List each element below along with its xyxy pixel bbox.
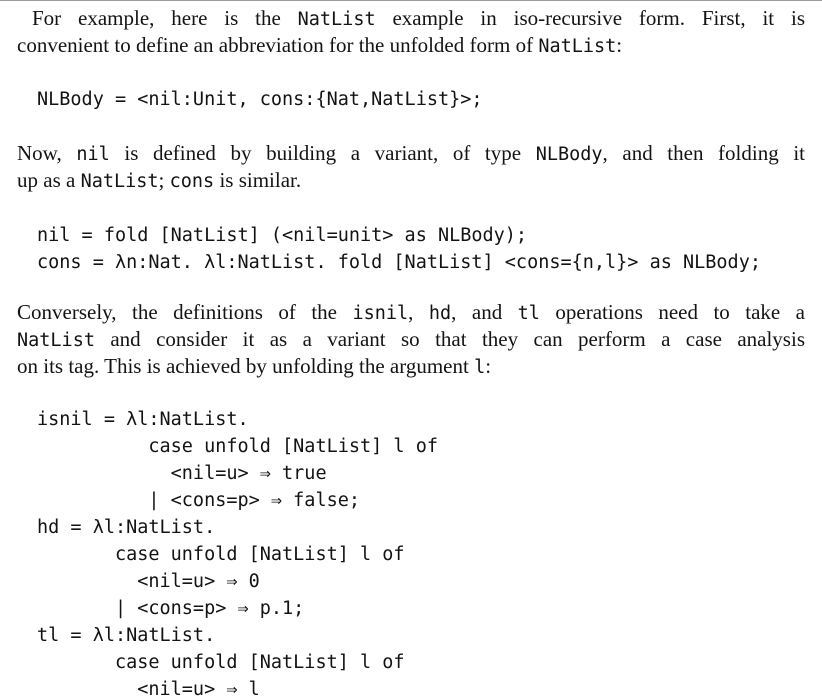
inline-code: NatList — [297, 9, 376, 30]
code-line: isnil = λl:NatList. — [37, 409, 249, 430]
paragraph — [17, 299, 805, 380]
text-line — [17, 353, 805, 380]
text-line — [17, 326, 805, 353]
text-segment: , and — [451, 300, 518, 324]
code-line: cons = λn:Nat. λl:NatList. fold [NatList] <cons={n,l}> as NLBody; — [37, 252, 761, 273]
text-segment: up as a — [17, 168, 81, 192]
code-line: | <cons=p> ⇒ p.1; — [37, 598, 305, 619]
code-line: <nil=u> ⇒ 0 — [37, 571, 260, 592]
text-segment: example in iso-recursive form. First, it is — [375, 6, 805, 30]
inline-code: NatList — [17, 330, 95, 351]
text-segment: Now, — [17, 141, 77, 165]
text-segment: : — [616, 33, 623, 57]
code-line: case unfold [NatList] l of — [37, 436, 438, 457]
code-block — [17, 406, 805, 698]
code-line: <nil=u> ⇒ l — [37, 679, 260, 698]
text-segment: is similar. — [214, 168, 302, 192]
text-segment: , — [408, 300, 429, 324]
inline-code: NatList — [538, 36, 617, 57]
code-line: case unfold [NatList] l of — [37, 652, 405, 673]
paragraph — [17, 5, 805, 59]
text-segment: For example, here is the — [32, 6, 298, 30]
text-segment: ; — [158, 168, 170, 192]
code-block — [17, 86, 805, 113]
code-line: case unfold [NatList] l of — [37, 544, 405, 565]
inline-code: l — [474, 357, 486, 378]
text-segment: : — [485, 354, 492, 378]
paragraph — [17, 140, 805, 194]
text-segment: Conversely, the definitions of the — [17, 300, 353, 324]
text-segment: and consider it as a variant so that they can perform a case analysis — [94, 327, 805, 351]
text-segment: , and then folding it — [602, 141, 805, 165]
text-segment: is defined by building a variant, of type — [109, 141, 536, 165]
text-line — [17, 167, 805, 194]
inline-code: isnil — [352, 303, 409, 324]
inline-code: nil — [76, 144, 110, 165]
text-segment: on its tag. This is achieved by unfolding the argument — [17, 354, 475, 378]
text-segment: operations need to take a — [539, 300, 805, 324]
text-line — [17, 140, 805, 167]
text-line — [17, 5, 805, 32]
text-line — [17, 32, 805, 59]
code-line: | <cons=p> ⇒ false; — [37, 490, 361, 511]
code-line: hd = λl:NatList. — [37, 517, 216, 538]
inline-code: NLBody — [535, 144, 603, 165]
code-line: NLBody = <nil:Unit, cons:{Nat,NatList}>; — [37, 89, 483, 110]
code-line: nil = fold [NatList] (<nil=unit> as NLBody); — [37, 225, 528, 246]
inline-code: cons — [169, 171, 215, 192]
inline-code: hd — [428, 303, 452, 324]
inline-code: NatList — [80, 171, 159, 192]
code-line: <nil=u> ⇒ true — [37, 463, 327, 484]
text-segment: convenient to define an abbreviation for the unfolded form of — [17, 33, 539, 57]
inline-code: tl — [517, 303, 540, 324]
code-line: tl = λl:NatList. — [37, 625, 216, 646]
code-block — [17, 222, 805, 276]
text-line — [17, 299, 805, 326]
